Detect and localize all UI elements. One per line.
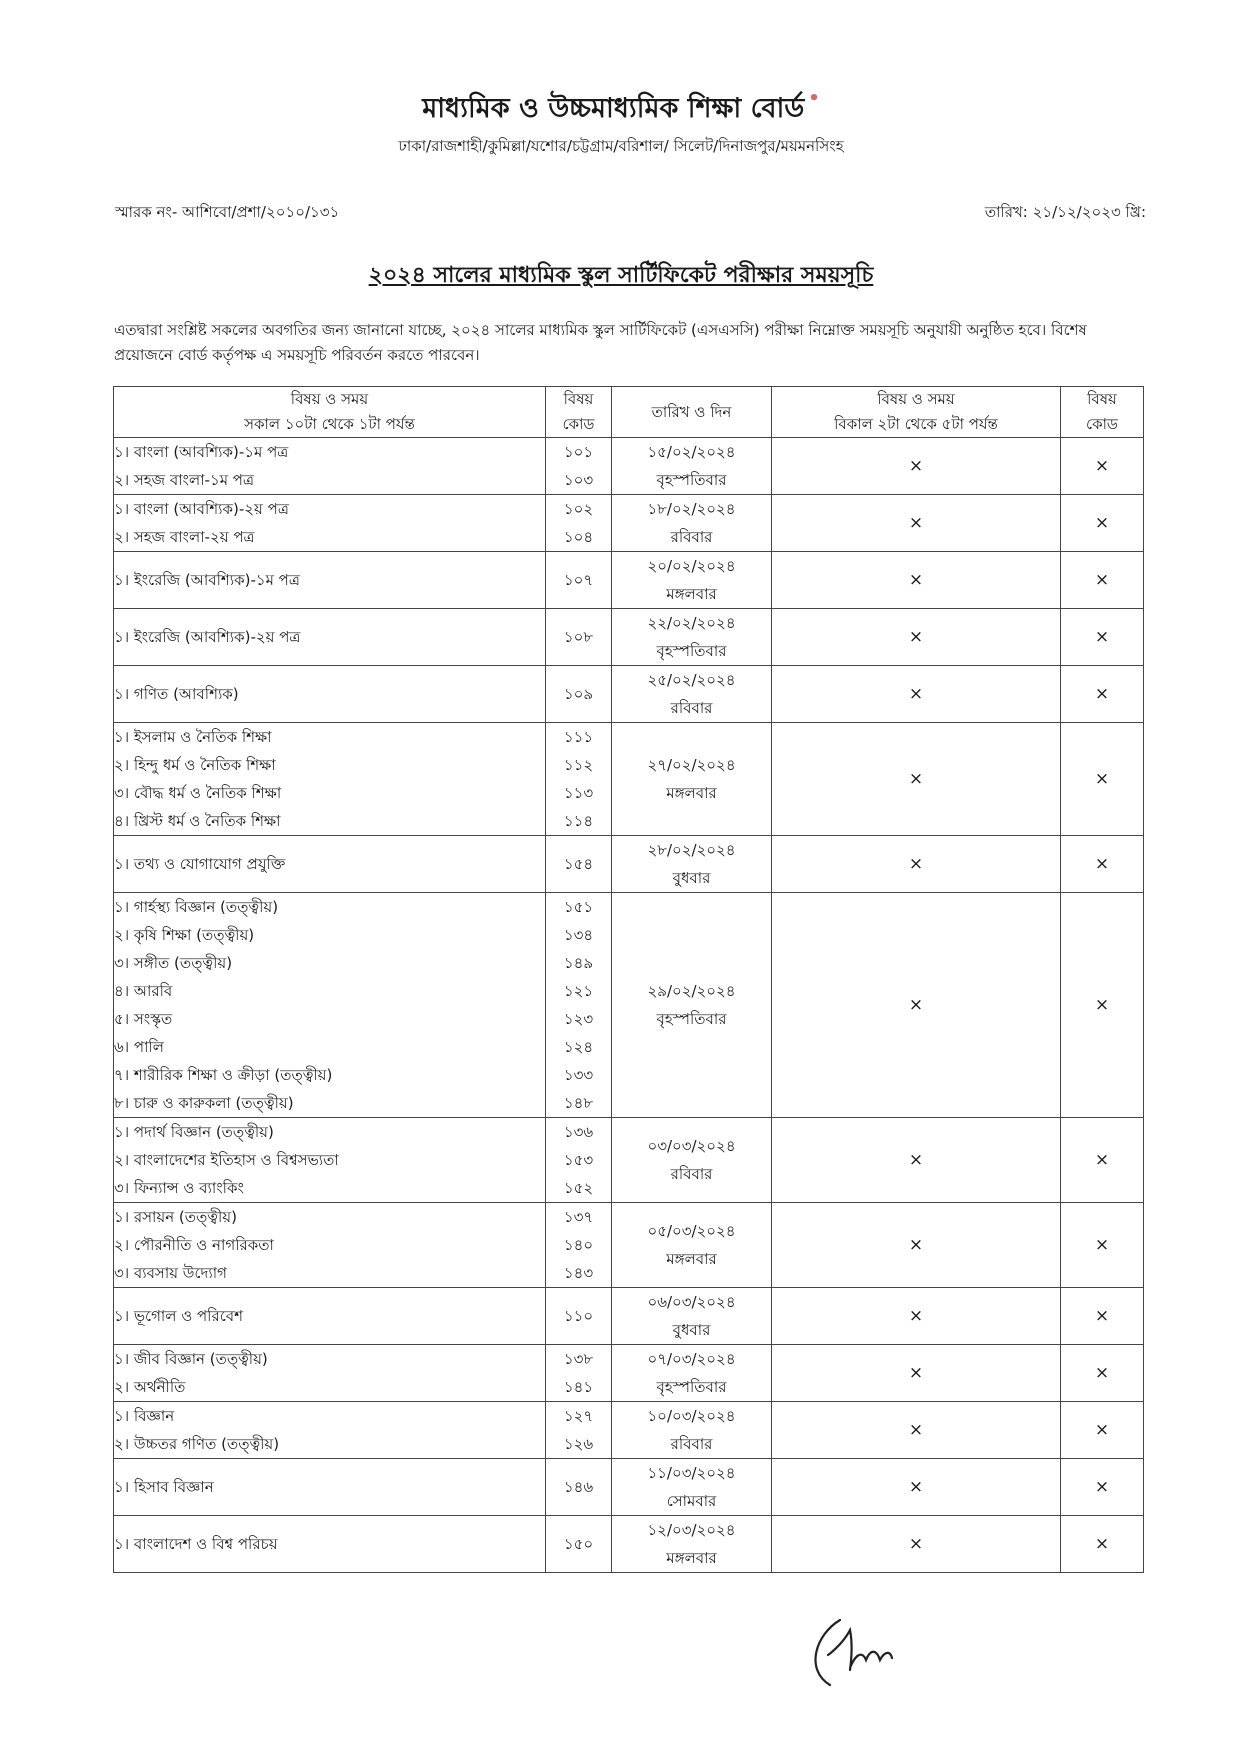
date-day-cell bbox=[612, 438, 772, 495]
morning-subjects-cell bbox=[114, 723, 546, 836]
subject-code: ১২৭ bbox=[563, 1407, 594, 1425]
subject-code: ১০৮ bbox=[563, 628, 594, 646]
subject-code: ১১২ bbox=[563, 756, 594, 774]
subject-codes-cell bbox=[546, 1459, 612, 1516]
decorative-dot: • bbox=[808, 88, 820, 109]
afternoon-subject-cell: × bbox=[772, 438, 1061, 495]
afternoon-subject-cell: × bbox=[772, 1288, 1061, 1345]
subject-code: ১২৬ bbox=[563, 1435, 594, 1453]
subject-name: ১। বিজ্ঞান bbox=[114, 1407, 175, 1425]
afternoon-subject-cell: × bbox=[772, 723, 1061, 836]
exam-day: মঙ্গলবার bbox=[666, 585, 717, 603]
table-row bbox=[114, 1288, 1144, 1345]
subject-codes-cell bbox=[546, 1516, 612, 1573]
subject-codes-cell bbox=[546, 495, 612, 552]
exam-day: রবিবার bbox=[670, 528, 713, 546]
subject-code: ১৫১ bbox=[563, 898, 594, 916]
subject-name: ৩। সঙ্গীত (তত্ত্বীয়) bbox=[114, 954, 233, 972]
table-row bbox=[114, 552, 1144, 609]
subject-name: ১। তথ্য ও যোগাযোগ প্রযুক্তি bbox=[114, 855, 286, 873]
afternoon-code-cell: × bbox=[1061, 723, 1144, 836]
afternoon-code-cell: × bbox=[1061, 1516, 1144, 1573]
subject-code: ১৩৭ bbox=[563, 1208, 594, 1226]
afternoon-subject-cell: × bbox=[772, 1118, 1061, 1203]
intro-paragraph: এতদ্বারা সংশ্লিষ্ট সকলের অবগতির জন্য জানানো যাচ্ছে, ২০২৪ সালের মাধ্যমিক স্কুল সার্টিফিকেট (এসএসসি) পরীক্ষা নিম্নোক্ত সময়সূচি অনুযায়ী অনুষ্ঠিত হবে। বিশেষ প্রয়োজনে বোর্ড কর্তৃপক্ষ এ সময়সূচি পরিবর্তন করতে পারবেন। bbox=[114, 321, 1087, 364]
subject-codes-cell bbox=[546, 1345, 612, 1402]
subject-code: ১৩৬ bbox=[563, 1123, 594, 1141]
table-row bbox=[114, 836, 1144, 893]
afternoon-code-cell: × bbox=[1061, 609, 1144, 666]
exam-schedule-table bbox=[113, 386, 1144, 1573]
subject-code: ১৫২ bbox=[563, 1179, 594, 1197]
afternoon-code-cell: × bbox=[1061, 552, 1144, 609]
subject-codes-cell bbox=[546, 1203, 612, 1288]
exam-day: মঙ্গলবার bbox=[666, 1549, 717, 1567]
date-day-cell bbox=[612, 836, 772, 893]
board-title: মাধ্যমিক ও উচ্চমাধ্যমিক শিক্ষা বোর্ড • bbox=[422, 88, 820, 124]
morning-subjects-cell bbox=[114, 1459, 546, 1516]
exam-date: ২৮/০২/২০২৪ bbox=[647, 841, 736, 859]
subject-name: ২। উচ্চতর গণিত (তত্ত্বীয়) bbox=[114, 1435, 280, 1453]
exam-date: ০৭/০৩/২০২৪ bbox=[647, 1350, 736, 1368]
afternoon-code-cell: × bbox=[1061, 495, 1144, 552]
exam-day: সোমবার bbox=[666, 1492, 717, 1510]
subject-name: ১। রসায়ন (তত্ত্বীয়) bbox=[114, 1208, 237, 1226]
afternoon-code-cell: × bbox=[1061, 836, 1144, 893]
exam-date: ০৩/০৩/২০২৪ bbox=[647, 1137, 736, 1155]
issue-date: তারিখ: ২১/১২/২০২৩ খ্রি: bbox=[984, 203, 1146, 221]
exam-date: ২২/০২/২০২৪ bbox=[647, 614, 736, 632]
subject-name: ২। কৃষি শিক্ষা (তত্ত্বীয়) bbox=[114, 926, 255, 944]
table-row bbox=[114, 1402, 1144, 1459]
date-day-cell bbox=[612, 723, 772, 836]
exam-day: মঙ্গলবার bbox=[666, 784, 717, 802]
afternoon-code-cell: × bbox=[1061, 438, 1144, 495]
subject-name: ৪। আরবি bbox=[114, 982, 173, 1000]
afternoon-code-cell: × bbox=[1061, 1345, 1144, 1402]
subject-name: ২। পৌরনীতি ও নাগরিকতা bbox=[114, 1236, 274, 1254]
date-day-cell bbox=[612, 495, 772, 552]
exam-date: ০৫/০৩/২০২৪ bbox=[647, 1222, 736, 1240]
morning-subjects-cell bbox=[114, 609, 546, 666]
afternoon-code-cell: × bbox=[1061, 893, 1144, 1118]
subject-name: ১। গার্হস্থ্য বিজ্ঞান (তত্ত্বীয়) bbox=[114, 898, 279, 916]
exam-date: ২৯/০২/২০২৪ bbox=[647, 982, 736, 1000]
subject-name: ১। ইংরেজি (আবশ্যিক)-২য় পত্র bbox=[114, 628, 301, 646]
header-afternoon-subject: বিষয় ও সময় বিকাল ২টা থেকে ৫টা পর্যন্ত bbox=[772, 387, 1061, 438]
subject-name: ১। বাংলাদেশ ও বিশ্ব পরিচয় bbox=[114, 1535, 278, 1553]
document-title: ২০২৪ সালের মাধ্যমিক স্কুল সার্টিফিকেট পরীক্ষার সময়সূচি bbox=[368, 263, 874, 288]
afternoon-code-cell: × bbox=[1061, 1459, 1144, 1516]
afternoon-code-cell: × bbox=[1061, 1288, 1144, 1345]
exam-date: ১১/০৩/২০২৪ bbox=[647, 1464, 736, 1482]
exam-day: রবিবার bbox=[670, 1435, 713, 1453]
subject-code: ১৪০ bbox=[563, 1236, 594, 1254]
subject-code: ১৪৩ bbox=[563, 1264, 594, 1282]
date-day-cell bbox=[612, 1288, 772, 1345]
subject-code: ১৫০ bbox=[563, 1535, 594, 1553]
morning-subjects-cell bbox=[114, 893, 546, 1118]
table-header-row bbox=[114, 387, 1144, 438]
afternoon-code-cell: × bbox=[1061, 1203, 1144, 1288]
exam-day: বৃহস্পতিবার bbox=[656, 1010, 727, 1028]
table-row bbox=[114, 1459, 1144, 1516]
subject-codes-cell bbox=[546, 1402, 612, 1459]
date-day-cell bbox=[612, 1203, 772, 1288]
subject-name: ৩। ব্যবসায় উদ্যোগ bbox=[114, 1264, 227, 1282]
morning-subjects-cell bbox=[114, 1516, 546, 1573]
afternoon-subject-cell: × bbox=[772, 836, 1061, 893]
table-row bbox=[114, 666, 1144, 723]
subject-codes-cell bbox=[546, 893, 612, 1118]
header-date-day: তারিখ ও দিন bbox=[612, 387, 772, 438]
subject-name: ২। অর্থনীতি bbox=[114, 1378, 186, 1396]
subject-name: ৭। শারীরিক শিক্ষা ও ক্রীড়া (তত্ত্বীয়) bbox=[114, 1066, 333, 1084]
afternoon-subject-cell: × bbox=[772, 1402, 1061, 1459]
afternoon-subject-cell: × bbox=[772, 666, 1061, 723]
afternoon-code-cell: × bbox=[1061, 1402, 1144, 1459]
subject-codes-cell bbox=[546, 1288, 612, 1345]
exam-date: ১৫/০২/২০২৪ bbox=[647, 443, 736, 461]
exam-date: ২০/০২/২০২৪ bbox=[647, 557, 736, 575]
table-row bbox=[114, 893, 1144, 1118]
date-day-cell bbox=[612, 666, 772, 723]
signature bbox=[800, 1600, 950, 1700]
subject-code: ১৫৩ bbox=[563, 1151, 594, 1169]
morning-subjects-cell bbox=[114, 1288, 546, 1345]
exam-day: রবিবার bbox=[670, 1165, 713, 1183]
afternoon-subject-cell: × bbox=[772, 1459, 1061, 1516]
subject-name: ১। গণিত (আবশ্যিক) bbox=[114, 685, 239, 703]
morning-subjects-cell bbox=[114, 438, 546, 495]
table-row bbox=[114, 723, 1144, 836]
afternoon-code-cell: × bbox=[1061, 1118, 1144, 1203]
subject-codes-cell bbox=[546, 723, 612, 836]
header-afternoon-code: বিষয় কোড bbox=[1061, 387, 1144, 438]
exam-date: ১৮/০২/২০২৪ bbox=[647, 500, 736, 518]
header-subject-code: বিষয় কোড bbox=[546, 387, 612, 438]
subject-name: ১। ইংরেজি (আবশ্যিক)-১ম পত্র bbox=[114, 571, 300, 589]
subject-name: ১। ইসলাম ও নৈতিক শিক্ষা bbox=[114, 728, 272, 746]
table-row bbox=[114, 609, 1144, 666]
subject-code: ১২১ bbox=[563, 982, 594, 1000]
subject-codes-cell bbox=[546, 609, 612, 666]
subject-code: ১৪৮ bbox=[563, 1094, 594, 1112]
exam-date: ২৭/০২/২০২৪ bbox=[647, 756, 736, 774]
subject-name: ১। পদার্থ বিজ্ঞান (তত্ত্বীয়) bbox=[114, 1123, 274, 1141]
afternoon-subject-cell: × bbox=[772, 1203, 1061, 1288]
exam-day: বুধবার bbox=[672, 1321, 711, 1339]
subject-name: ৫। সংস্কৃত bbox=[114, 1010, 173, 1028]
morning-subjects-cell bbox=[114, 1118, 546, 1203]
exam-date: ২৫/০২/২০২৪ bbox=[647, 671, 736, 689]
subject-name: ৬। পালি bbox=[114, 1038, 164, 1056]
subject-name: ৪। খ্রিস্ট ধর্ম ও নৈতিক শিক্ষা bbox=[114, 812, 281, 830]
morning-subjects-cell bbox=[114, 495, 546, 552]
subject-codes-cell bbox=[546, 552, 612, 609]
date-day-cell bbox=[612, 609, 772, 666]
subject-codes-cell bbox=[546, 836, 612, 893]
subject-codes-cell bbox=[546, 438, 612, 495]
subject-code: ১২৩ bbox=[563, 1010, 594, 1028]
date-day-cell bbox=[612, 1402, 772, 1459]
table-row bbox=[114, 438, 1144, 495]
subject-code: ১৪৯ bbox=[563, 954, 594, 972]
board-cities: ঢাকা/রাজশাহী/কুমিল্লা/যশোর/চট্টগ্রাম/বরিশাল/ সিলেট/দিনাজপুর/ময়মনসিংহ bbox=[398, 137, 844, 155]
subject-codes-cell bbox=[546, 1118, 612, 1203]
exam-day: বুধবার bbox=[672, 869, 711, 887]
morning-subjects-cell bbox=[114, 1402, 546, 1459]
subject-name: ২। বাংলাদেশের ইতিহাস ও বিশ্বসভ্যতা bbox=[114, 1151, 339, 1169]
date-day-cell bbox=[612, 1459, 772, 1516]
morning-subjects-cell bbox=[114, 1203, 546, 1288]
subject-name: ২। সহজ বাংলা-১ম পত্র bbox=[114, 471, 254, 489]
subject-code: ১১৩ bbox=[563, 784, 594, 802]
subject-code: ১৪৬ bbox=[563, 1478, 594, 1496]
subject-code: ১৩৮ bbox=[563, 1350, 594, 1368]
table-row bbox=[114, 495, 1144, 552]
table-row bbox=[114, 1516, 1144, 1573]
date-day-cell bbox=[612, 1118, 772, 1203]
subject-code: ১৩৩ bbox=[563, 1066, 594, 1084]
subject-name: ৩। বৌদ্ধ ধর্ম ও নৈতিক শিক্ষা bbox=[114, 784, 282, 802]
afternoon-code-cell: × bbox=[1061, 666, 1144, 723]
afternoon-subject-cell: × bbox=[772, 495, 1061, 552]
subject-codes-cell bbox=[546, 666, 612, 723]
subject-code: ১১৪ bbox=[563, 812, 594, 830]
subject-name: ৩। ফিন্যান্স ও ব্যাংকিং bbox=[114, 1179, 244, 1197]
exam-day: মঙ্গলবার bbox=[666, 1250, 717, 1268]
afternoon-subject-cell: × bbox=[772, 1345, 1061, 1402]
subject-name: ৮। চারু ও কারুকলা (তত্ত্বীয়) bbox=[114, 1094, 294, 1112]
subject-code: ১৪১ bbox=[563, 1378, 594, 1396]
morning-subjects-cell bbox=[114, 552, 546, 609]
date-day-cell bbox=[612, 893, 772, 1118]
exam-date: ০৬/০৩/২০২৪ bbox=[647, 1293, 736, 1311]
memo-number: স্মারক নং- আশিবো/প্রশা/২০১০/১৩১ bbox=[115, 203, 340, 221]
exam-day: বৃহস্পতিবার bbox=[656, 642, 727, 660]
subject-name: ২। সহজ বাংলা-২য় পত্র bbox=[114, 528, 255, 546]
subject-code: ১০৩ bbox=[563, 471, 594, 489]
subject-code: ১১০ bbox=[563, 1307, 594, 1325]
exam-date: ১০/০৩/২০২৪ bbox=[647, 1407, 736, 1425]
subject-name: ১। বাংলা (আবশ্যিক)-১ম পত্র bbox=[114, 443, 289, 461]
subject-code: ১১১ bbox=[563, 728, 594, 746]
subject-code: ১০৭ bbox=[563, 571, 594, 589]
date-day-cell bbox=[612, 1516, 772, 1573]
table-row bbox=[114, 1203, 1144, 1288]
subject-code: ১০১ bbox=[563, 443, 594, 461]
subject-code: ১২৪ bbox=[563, 1038, 594, 1056]
subject-name: ২। হিন্দু ধর্ম ও নৈতিক শিক্ষা bbox=[114, 756, 276, 774]
subject-code: ১৩৪ bbox=[563, 926, 594, 944]
subject-code: ১০২ bbox=[563, 500, 594, 518]
date-day-cell bbox=[612, 1345, 772, 1402]
exam-day: রবিবার bbox=[670, 699, 713, 717]
afternoon-subject-cell: × bbox=[772, 552, 1061, 609]
morning-subjects-cell bbox=[114, 836, 546, 893]
afternoon-subject-cell: × bbox=[772, 1516, 1061, 1573]
subject-code: ১০৯ bbox=[563, 685, 594, 703]
subject-name: ১। বাংলা (আবশ্যিক)-২য় পত্র bbox=[114, 500, 289, 518]
subject-name: ১। জীব বিজ্ঞান (তত্ত্বীয়) bbox=[114, 1350, 268, 1368]
exam-day: বৃহস্পতিবার bbox=[656, 1378, 727, 1396]
exam-day: বৃহস্পতিবার bbox=[656, 471, 727, 489]
header-morning-subject: বিষয় ও সময় সকাল ১০টা থেকে ১টা পর্যন্ত bbox=[114, 387, 546, 438]
subject-code: ১৫৪ bbox=[563, 855, 594, 873]
morning-subjects-cell bbox=[114, 1345, 546, 1402]
table-row bbox=[114, 1345, 1144, 1402]
afternoon-subject-cell: × bbox=[772, 893, 1061, 1118]
subject-code: ১০৪ bbox=[563, 528, 594, 546]
afternoon-subject-cell: × bbox=[772, 609, 1061, 666]
subject-name: ১। হিসাব বিজ্ঞান bbox=[114, 1478, 214, 1496]
exam-date: ১২/০৩/২০২৪ bbox=[647, 1521, 736, 1539]
subject-name: ১। ভূগোল ও পরিবেশ bbox=[114, 1307, 243, 1325]
date-day-cell bbox=[612, 552, 772, 609]
morning-subjects-cell bbox=[114, 666, 546, 723]
table-row bbox=[114, 1118, 1144, 1203]
